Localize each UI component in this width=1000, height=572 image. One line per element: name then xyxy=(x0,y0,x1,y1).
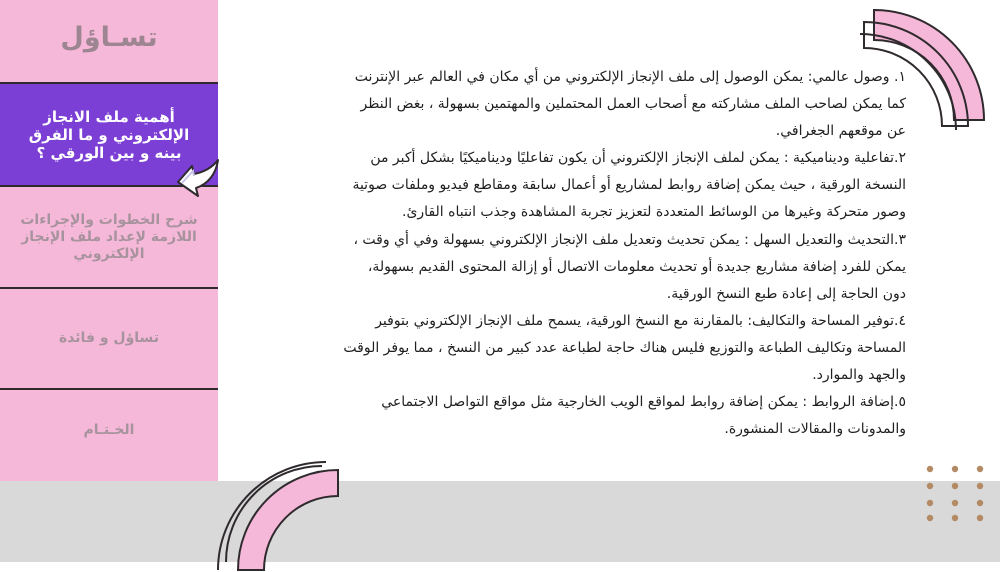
nav-item-conclusion[interactable] xyxy=(0,390,218,470)
sidebar-title: تسـاؤل xyxy=(60,22,158,53)
content-text xyxy=(238,64,906,443)
nav-item-label: شرح الخطوات والإجراءات اللازمة لإعداد ملف الإنجاز الإلكتروني xyxy=(20,211,198,262)
content-line: ٣.التحديث والتعديل السهل : يمكن تحديث وتعديل ملف الإنجاز الإلكتروني بسهولة وفي أي وقت ، xyxy=(353,231,906,248)
cursor-arrow-icon xyxy=(174,152,222,200)
content-line: ٤.توفير المساحة والتكاليف: بالمقارنة مع النسخ الورقية، يسمح ملف الإنجاز الإلكتروني بتوفير xyxy=(375,312,906,329)
nav-item-label: الخـتـام xyxy=(83,421,135,438)
content-line: ٢.تفاعلية وديناميكية : يمكن لملف الإنجاز الإلكتروني أن يكون تفاعليًا وديناميكيًا بشكل أكبر من xyxy=(370,150,906,167)
content-line: النسخة الورقية ، حيث يمكن إضافة روابط لمشاريع أو أعمال سابقة ومقاطع فيديو وملفات صوتية xyxy=(352,177,906,194)
content-line: المساحة وتكاليف الطباعة والتوزيع فليس هناك حاجة لطباعة عدد كبير من النسخ ، مما يوفر الوقت xyxy=(343,339,906,356)
content-line: وصور متحركة وغيرها من الوسائط المتعددة لتعزيز تجربة المشاهدة وجذب انتباه القارئ. xyxy=(402,204,906,221)
decorative-arc-bottom-icon xyxy=(214,452,354,572)
content-line: ١. وصول عالمي: يمكن الوصول إلى ملف الإنجاز الإلكتروني من أي مكان في العالم عبر الإنترنت xyxy=(354,69,906,85)
nav-item-label: أهمية ملف الانجاز الإلكتروني و ما الفرق بينه و بين الورقي ؟ xyxy=(28,107,190,162)
nav-item-label: تساؤل و فائدة xyxy=(58,330,160,346)
nav-item-question[interactable] xyxy=(0,289,218,388)
content-line: والجهد والموارد. xyxy=(812,367,906,384)
content-line: ٥.إضافة الروابط : يمكن إضافة روابط لمواقع الويب الخارجية مثل مواقع التواصل الاجتماعي xyxy=(381,394,906,411)
sidebar xyxy=(0,0,218,481)
content-line: دون الحاجة إلى إعادة طبع النسخ الورقية. xyxy=(666,285,906,302)
content-line: يمكن للفرد إضافة مشاريع جديدة أو تحديث معلومات الاتصال أو إزالة المحتوى القديم بسهولة، xyxy=(367,258,906,275)
content-line: عن موقعهم الجغرافي. xyxy=(775,123,906,140)
content-line: كما يمكن لصاحب الملف مشاركته مع أصحاب العمل المحتملين والمهتمين بسهولة ، بغض النظر xyxy=(360,96,906,113)
nav-item-steps[interactable] xyxy=(0,187,218,287)
bottom-band xyxy=(0,481,1000,562)
dots-pattern-icon xyxy=(920,462,990,522)
content-line: والمدونات والمقالات المنشورة. xyxy=(724,421,906,438)
